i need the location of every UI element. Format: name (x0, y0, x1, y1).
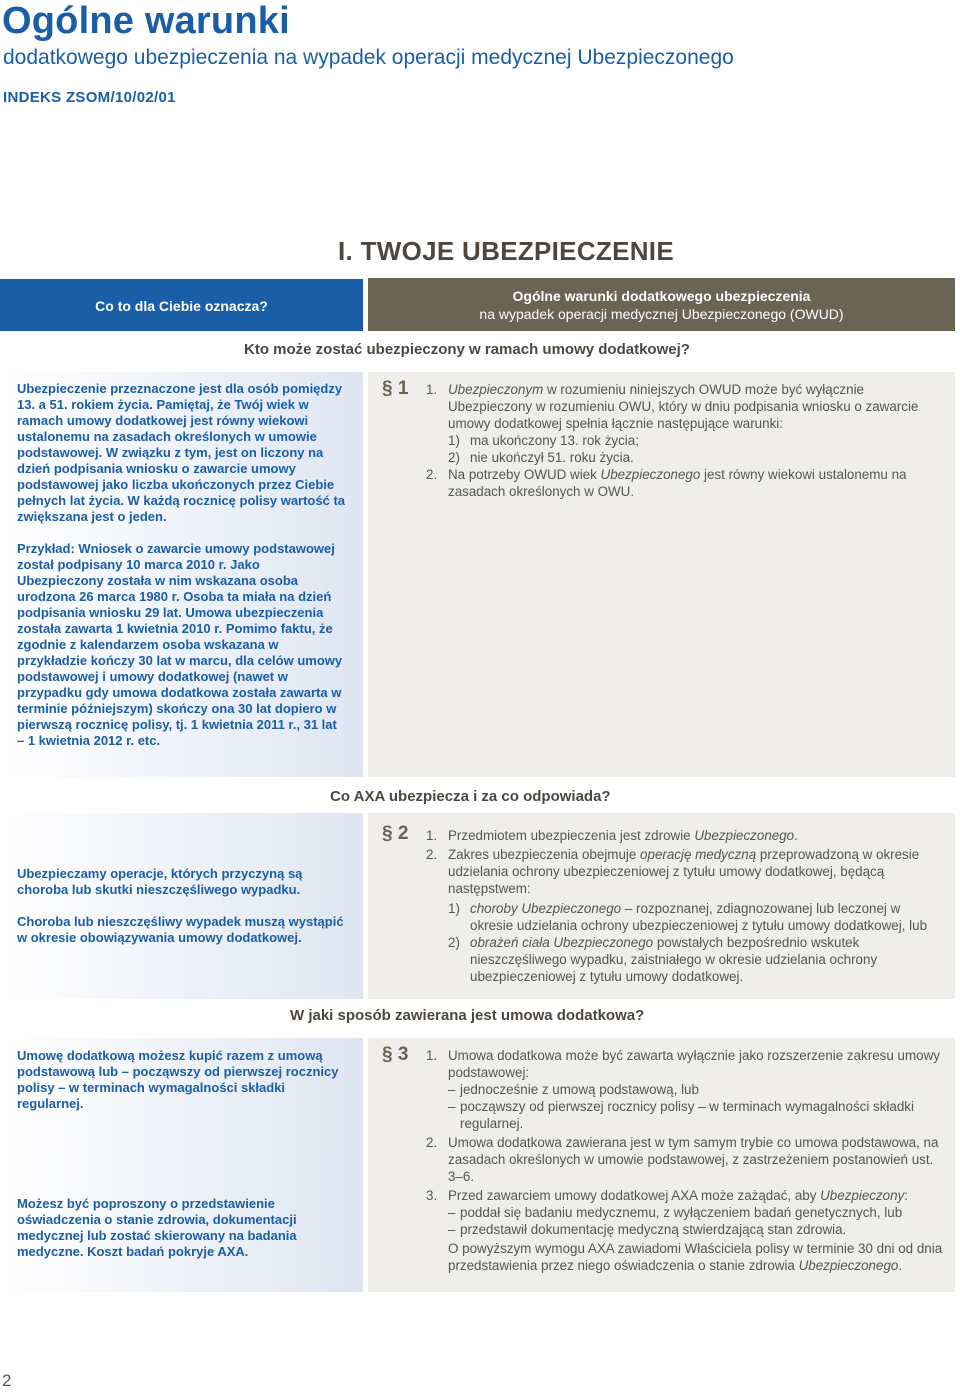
dash-marker: – (448, 1205, 456, 1220)
term-ubezpieczony: Ubezpieczony (820, 1188, 905, 1203)
section-sign-1: § 1 (382, 378, 409, 399)
term-ubezpieczonego: Ubezpieczonego (694, 828, 795, 843)
explanation-1-paragraph-1: Ubezpieczenie przeznaczone jest dla osób pomiędzy 13. a 51. rokiem życia. Pamiętaj, że Twój wiek w ramach umowy dodatkowej jest równy wiekowi ustalonemu na zasadach określonych w umowie podstawowej. W związku z tym, jest on liczony na dzień podpisania wniosku o zawarcie umowy podstawowej jako liczba ukończonych przez Ciebie pełnych lat życia. W każdą rocznicę polisy wartość ta zwiększana jest o jeden. (17, 381, 346, 524)
item-text: : (904, 1188, 908, 1203)
dash-text: poddał się badaniu medycznemu, z wyłączeniem badań genetycznych, lub (460, 1205, 903, 1220)
dash-marker: – (448, 1082, 456, 1097)
question-1: Kto może zostać ubezpieczony w ramach umowy dodatkowej? (244, 341, 690, 358)
paragraph-1-item-1 (426, 381, 945, 466)
explanation-1-example: Przykład: Wniosek o zawarcie umowy podstawowej został podpisany 10 marca 2010 r. Jako Ubezpieczony została w nim wskazana osoba urodzona 26 marca 1980 r. Osoba ta miała na dzień podpisania wniosku 29 lat. Umowa ubezpieczenia została zawarta 1 kwietnia 2010 r. Pomimo faktu, że zgodnie z kalendarzem osoba wskazana w przykładzie kończy 30 lat w marcu, dla celów umowy podstawowej i umowy dodatkowej (nawet w przypadku gdy umowa dodatkowa została zawarta w terminie późniejszym) skończy ona 30 lat dopiero w pierwszą rocznicę polisy, tj. 1 kwietnia 2011 r., 31 lat – 1 kwietnia 2012 r. etc. (17, 541, 343, 748)
item-text: Przedmiotem ubezpieczenia jest zdrowie (448, 828, 695, 843)
document-title: Ogólne warunki (2, 0, 290, 42)
page-number: 2 (2, 1371, 12, 1390)
document-subtitle: dodatkowego ubezpieczenia na wypadek operacji medycznej Ubezpieczonego (3, 46, 734, 69)
subitem-text: – rozpoznanej, zdiagnozowanej lub leczonej w okresie udzielania ochrony ubezpieczeniowej z tytułu umowy dodatkowej, lub (470, 901, 928, 933)
term-ubezpieczonego: Ubezpieczonego (600, 467, 701, 482)
paragraph-3-dash-4 (448, 1221, 945, 1238)
subitem-number: 2) (448, 450, 460, 465)
document-index: INDEKS ZSOM/10/02/01 (3, 89, 176, 106)
item-number: 1. (426, 1048, 438, 1063)
section-sign-3: § 3 (382, 1044, 409, 1065)
subitem-text: nie ukończył 51. roku życia. (470, 450, 634, 465)
paragraph-3-item-1 (426, 1047, 945, 1132)
item-text: w rozumieniu niniejszych OWUD może być wyłącznie Ubezpieczony w rozumieniu OWU, który w dniu podpisania wniosku o zawarcie umowy dodatkowej spełnia łącznie następujące warunki: (448, 382, 919, 431)
paragraph-2-subitem-1 (448, 900, 945, 934)
term-obrazenia: obrażeń ciała Ubezpieczonego (470, 935, 654, 950)
subitem-number: 2) (448, 935, 460, 950)
paragraph-2-items (426, 827, 945, 985)
subitem-number: 1) (448, 433, 460, 448)
item-number: 2. (426, 847, 438, 862)
subitem-text: powstałych bezpośrednio wskutek nieszczęśliwego wypadku, zaistniałego w okresie udzielania ochrony ubezpieczeniowej z tytułu umowy dodatkowej. (470, 935, 878, 984)
paragraph-3-item-2 (426, 1134, 945, 1185)
item-text: przeprowadzoną w okresie udzielania ochrony ubezpieczeniowej z tytułu umowy dodatkowej, będącą następstwem: (448, 847, 920, 896)
paragraph-3-item-3-tail (448, 1240, 945, 1274)
section-title: I. TWOJE UBEZPIECZENIE (338, 236, 674, 266)
subitem-text: ma ukończony 13. rok życia; (470, 433, 639, 448)
question-3: W jaki sposób zawierana jest umowa dodatkowa? (290, 1007, 645, 1024)
paragraph-2-subitem-2 (448, 934, 945, 985)
paragraph-2-item-1 (426, 827, 945, 844)
item-number: 2. (426, 467, 438, 482)
explanation-3-paragraph-1: Umowę dodatkową możesz kupić razem z umową podstawową lub – począwszy od pierwszej rocznicy polisy – w terminach wymagalności składki regularnej. (17, 1048, 339, 1111)
item-text: . (898, 1258, 903, 1273)
item-text: O powyższym wymogu AXA zawiadomi Właściciela polisy w terminie 30 dni od dnia przedstawienia przez niego oświadczenia o stanie zdrowia (448, 1241, 943, 1273)
explanation-2-paragraph-2: Choroba lub nieszczęśliwy wypadek muszą wystąpić w okresie obowiązywania umowy dodatkowej. (17, 914, 344, 945)
dash-text: począwszy od pierwszej rocznicy polisy – w terminach wymagalności składki regularnej. (460, 1099, 914, 1131)
item-number: 2. (426, 1135, 438, 1150)
header-right (368, 278, 955, 331)
paragraph-panel-2 (368, 813, 955, 999)
item-text: Zakres ubezpieczenia obejmuje (448, 847, 641, 862)
item-number: 1. (426, 382, 438, 397)
item-text: jest równy wiekowi ustalonemu na zasadach określonych w OWU. (448, 467, 907, 499)
paragraph-1-items (426, 381, 945, 500)
explanation-panel-2 (0, 813, 363, 999)
term-choroby: choroby Ubezpieczonego (470, 901, 622, 916)
item-text: Umowa dodatkowa może być zawarta wyłącznie jako rozszerzenie zakresu umowy podstawowej: (448, 1048, 940, 1080)
paragraph-2-item-2 (426, 846, 945, 985)
section-sign-2: § 2 (382, 823, 409, 844)
paragraph-1-subitem-1 (448, 432, 945, 449)
explanation-panel-1 (0, 372, 363, 777)
item-number: 1. (426, 828, 438, 843)
item-text: Na potrzeby OWUD wiek (448, 467, 601, 482)
paragraph-panel-1 (368, 372, 955, 777)
header-right-line1: Ogólne warunki dodatkowego ubezpieczenia (512, 288, 811, 304)
explanation-panel-3 (0, 1038, 363, 1292)
explanation-3-paragraph-2: Możesz być poproszony o przedstawienie oświadczenia o stanie zdrowia, dokumentacji medycznej lub zostać skierowany na badania medyczne. Koszt badań pokryje AXA. (17, 1196, 297, 1259)
question-2: Co AXA ubezpiecza i za co odpowiada? (330, 788, 611, 805)
paragraph-3-items (426, 1047, 945, 1274)
paragraph-1-subitem-2 (448, 449, 945, 466)
header-left (0, 279, 363, 331)
paragraph-1-item-2 (426, 466, 945, 500)
header-right-line2: na wypadek operacji medycznej Ubezpieczonego (OWUD) (479, 306, 844, 322)
dash-marker: – (448, 1222, 456, 1237)
paragraph-3-dash-3 (448, 1204, 945, 1221)
dash-text: przedstawił dokumentację medyczną stwierdzającą stan zdrowia. (460, 1222, 847, 1237)
term-ubezpieczonym: Ubezpieczonym (448, 382, 544, 397)
header-left-label: Co to dla Ciebie oznacza? (95, 298, 268, 314)
paragraph-3-dash-1 (448, 1081, 945, 1098)
explanation-2-paragraph-1: Ubezpieczamy operacje, których przyczyną są choroba lub skutki nieszczęśliwego wypadku. (17, 866, 303, 897)
subitem-number: 1) (448, 901, 460, 916)
dash-marker: – (448, 1099, 456, 1114)
paragraph-3-dash-2 (448, 1098, 945, 1132)
paragraph-3-item-3 (426, 1187, 945, 1274)
term-ubezpieczonego: Ubezpieczonego (798, 1258, 899, 1273)
item-text: Umowa dodatkowa zawierana jest w tym samym trybie co umowa podstawowa, na zasadach określonych w umowie podstawowej, z zastrzeżeniem postanowień ust. 3–6. (448, 1135, 939, 1184)
item-number: 3. (426, 1188, 438, 1203)
paragraph-panel-3 (368, 1038, 955, 1292)
item-text: . (794, 828, 798, 843)
dash-text: jednocześnie z umową podstawową, lub (460, 1082, 699, 1097)
term-operacja-medyczna: operację medyczną (640, 847, 757, 862)
item-text: Przed zawarciem umowy dodatkowej AXA może zażądać, aby (448, 1188, 821, 1203)
